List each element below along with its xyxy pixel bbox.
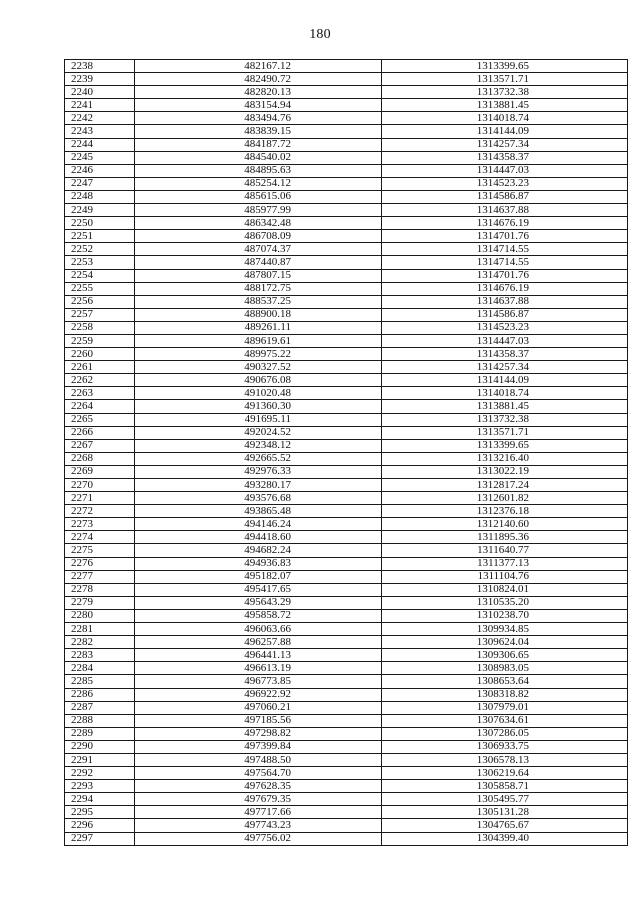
y-coordinate-cell: 1314714.55 [382, 243, 628, 256]
y-coordinate-cell: 1306578.13 [382, 753, 628, 766]
table-row [65, 348, 628, 361]
y-coordinate-cell: 1314586.87 [382, 308, 628, 321]
point-number-cell: 2262 [65, 374, 135, 387]
table-row [65, 753, 628, 766]
point-number-cell: 2284 [65, 662, 135, 675]
x-coordinate-cell: 487440.87 [135, 256, 382, 269]
point-number-cell: 2270 [65, 479, 135, 492]
point-number-cell: 2256 [65, 295, 135, 308]
table-row [65, 387, 628, 400]
y-coordinate-cell: 1312140.60 [382, 518, 628, 531]
x-coordinate-cell: 496613.19 [135, 662, 382, 675]
point-number-cell: 2265 [65, 413, 135, 426]
y-coordinate-cell: 1311640.77 [382, 544, 628, 557]
table-row [65, 426, 628, 439]
y-coordinate-cell: 1310535.20 [382, 596, 628, 609]
x-coordinate-cell: 482820.13 [135, 86, 382, 99]
y-coordinate-cell: 1304399.40 [382, 832, 628, 845]
point-number-cell: 2291 [65, 753, 135, 766]
x-coordinate-cell: 491360.30 [135, 400, 382, 413]
point-number-cell: 2293 [65, 780, 135, 793]
table-row [65, 400, 628, 413]
point-number-cell: 2294 [65, 793, 135, 806]
page-number: 180 [309, 27, 331, 42]
point-number-cell: 2266 [65, 426, 135, 439]
table-row [65, 701, 628, 714]
point-number-cell: 2241 [65, 99, 135, 112]
table-row [65, 819, 628, 832]
point-number-cell: 2276 [65, 557, 135, 570]
point-number-cell: 2283 [65, 649, 135, 662]
table-row [65, 295, 628, 308]
x-coordinate-cell: 494682.24 [135, 544, 382, 557]
table-row [65, 86, 628, 99]
x-coordinate-cell: 485977.99 [135, 204, 382, 217]
y-coordinate-cell: 1313571.71 [382, 73, 628, 86]
table-row [65, 793, 628, 806]
point-number-cell: 2249 [65, 204, 135, 217]
y-coordinate-cell: 1310238.70 [382, 609, 628, 622]
table-row [65, 452, 628, 465]
x-coordinate-cell: 495858.72 [135, 609, 382, 622]
table-row [65, 505, 628, 518]
point-number-cell: 2272 [65, 505, 135, 518]
table-row [65, 544, 628, 557]
x-coordinate-cell: 493576.68 [135, 492, 382, 505]
table-row [65, 413, 628, 426]
point-number-cell: 2282 [65, 636, 135, 649]
point-number-cell: 2263 [65, 387, 135, 400]
table-row [65, 596, 628, 609]
y-coordinate-cell: 1313216.40 [382, 452, 628, 465]
y-coordinate-cell: 1312817.24 [382, 479, 628, 492]
x-coordinate-cell: 482490.72 [135, 73, 382, 86]
table-row [65, 479, 628, 492]
point-number-cell: 2255 [65, 282, 135, 295]
table-row [65, 334, 628, 347]
y-coordinate-cell: 1314257.34 [382, 361, 628, 374]
point-number-cell: 2248 [65, 190, 135, 203]
x-coordinate-cell: 496257.88 [135, 636, 382, 649]
coordinates-table [64, 59, 628, 846]
table-row [65, 164, 628, 177]
point-number-cell: 2257 [65, 308, 135, 321]
table-row [65, 230, 628, 243]
point-number-cell: 2274 [65, 531, 135, 544]
point-number-cell: 2252 [65, 243, 135, 256]
x-coordinate-cell: 488172.75 [135, 282, 382, 295]
x-coordinate-cell: 497185.56 [135, 714, 382, 727]
point-number-cell: 2251 [65, 230, 135, 243]
y-coordinate-cell: 1305495.77 [382, 793, 628, 806]
point-number-cell: 2245 [65, 151, 135, 164]
table-row [65, 60, 628, 73]
x-coordinate-cell: 496063.66 [135, 623, 382, 636]
x-coordinate-cell: 483839.15 [135, 125, 382, 138]
point-number-cell: 2297 [65, 832, 135, 845]
table-row [65, 649, 628, 662]
table-row [65, 531, 628, 544]
y-coordinate-cell: 1313399.65 [382, 60, 628, 73]
table-row [65, 99, 628, 112]
x-coordinate-cell: 497743.23 [135, 819, 382, 832]
table-row [65, 557, 628, 570]
y-coordinate-cell: 1314714.55 [382, 256, 628, 269]
table-row [65, 662, 628, 675]
x-coordinate-cell: 492665.52 [135, 452, 382, 465]
x-coordinate-cell: 483494.76 [135, 112, 382, 125]
x-coordinate-cell: 488900.18 [135, 308, 382, 321]
table-row [65, 177, 628, 190]
y-coordinate-cell: 1314447.03 [382, 334, 628, 347]
y-coordinate-cell: 1313881.45 [382, 99, 628, 112]
point-number-cell: 2277 [65, 570, 135, 583]
table-row [65, 570, 628, 583]
table-row [65, 727, 628, 740]
y-coordinate-cell: 1307979.01 [382, 701, 628, 714]
point-number-cell: 2259 [65, 334, 135, 347]
point-number-cell: 2260 [65, 348, 135, 361]
y-coordinate-cell: 1313571.71 [382, 426, 628, 439]
point-number-cell: 2247 [65, 177, 135, 190]
x-coordinate-cell: 493280.17 [135, 479, 382, 492]
point-number-cell: 2258 [65, 321, 135, 334]
x-coordinate-cell: 487807.15 [135, 269, 382, 282]
table-row [65, 780, 628, 793]
y-coordinate-cell: 1305858.71 [382, 780, 628, 793]
x-coordinate-cell: 495182.07 [135, 570, 382, 583]
y-coordinate-cell: 1314018.74 [382, 387, 628, 400]
x-coordinate-cell: 493865.48 [135, 505, 382, 518]
y-coordinate-cell: 1314586.87 [382, 190, 628, 203]
point-number-cell: 2238 [65, 60, 135, 73]
table-row [65, 623, 628, 636]
point-number-cell: 2269 [65, 465, 135, 478]
x-coordinate-cell: 483154.94 [135, 99, 382, 112]
point-number-cell: 2254 [65, 269, 135, 282]
point-number-cell: 2287 [65, 701, 135, 714]
y-coordinate-cell: 1310824.01 [382, 583, 628, 596]
x-coordinate-cell: 497756.02 [135, 832, 382, 845]
y-coordinate-cell: 1311104.76 [382, 570, 628, 583]
table-row [65, 465, 628, 478]
table-row [65, 361, 628, 374]
x-coordinate-cell: 491020.48 [135, 387, 382, 400]
point-number-cell: 2250 [65, 217, 135, 230]
point-number-cell: 2281 [65, 623, 135, 636]
y-coordinate-cell: 1314358.37 [382, 348, 628, 361]
x-coordinate-cell: 497679.35 [135, 793, 382, 806]
table-row [65, 282, 628, 295]
y-coordinate-cell: 1313399.65 [382, 439, 628, 452]
point-number-cell: 2253 [65, 256, 135, 269]
x-coordinate-cell: 494418.60 [135, 531, 382, 544]
table-row [65, 374, 628, 387]
coordinates-table-body [65, 60, 628, 846]
x-coordinate-cell: 484187.72 [135, 138, 382, 151]
point-number-cell: 2286 [65, 688, 135, 701]
y-coordinate-cell: 1311377.13 [382, 557, 628, 570]
x-coordinate-cell: 495643.29 [135, 596, 382, 609]
x-coordinate-cell: 496773.85 [135, 675, 382, 688]
x-coordinate-cell: 496922.92 [135, 688, 382, 701]
x-coordinate-cell: 492348.12 [135, 439, 382, 452]
y-coordinate-cell: 1308983.05 [382, 662, 628, 675]
table-row [65, 767, 628, 780]
table-row [65, 609, 628, 622]
x-coordinate-cell: 489261.11 [135, 321, 382, 334]
x-coordinate-cell: 490327.52 [135, 361, 382, 374]
point-number-cell: 2295 [65, 806, 135, 819]
point-number-cell: 2278 [65, 583, 135, 596]
table-row [65, 243, 628, 256]
x-coordinate-cell: 489619.61 [135, 334, 382, 347]
y-coordinate-cell: 1314523.23 [382, 177, 628, 190]
point-number-cell: 2268 [65, 452, 135, 465]
y-coordinate-cell: 1309934.85 [382, 623, 628, 636]
y-coordinate-cell: 1314257.34 [382, 138, 628, 151]
y-coordinate-cell: 1314701.76 [382, 269, 628, 282]
y-coordinate-cell: 1311895.36 [382, 531, 628, 544]
y-coordinate-cell: 1314676.19 [382, 217, 628, 230]
x-coordinate-cell: 494146.24 [135, 518, 382, 531]
x-coordinate-cell: 495417.65 [135, 583, 382, 596]
x-coordinate-cell: 484895.63 [135, 164, 382, 177]
x-coordinate-cell: 494936.83 [135, 557, 382, 570]
table-row [65, 204, 628, 217]
point-number-cell: 2288 [65, 714, 135, 727]
y-coordinate-cell: 1314701.76 [382, 230, 628, 243]
y-coordinate-cell: 1305131.28 [382, 806, 628, 819]
table-row [65, 492, 628, 505]
point-number-cell: 2242 [65, 112, 135, 125]
y-coordinate-cell: 1313732.38 [382, 413, 628, 426]
table-row [65, 138, 628, 151]
y-coordinate-cell: 1306933.75 [382, 740, 628, 753]
table-row [65, 269, 628, 282]
x-coordinate-cell: 482167.12 [135, 60, 382, 73]
table-row [65, 714, 628, 727]
point-number-cell: 2296 [65, 819, 135, 832]
x-coordinate-cell: 485615.06 [135, 190, 382, 203]
x-coordinate-cell: 487074.37 [135, 243, 382, 256]
table-row [65, 73, 628, 86]
point-number-cell: 2273 [65, 518, 135, 531]
point-number-cell: 2292 [65, 767, 135, 780]
y-coordinate-cell: 1309624.04 [382, 636, 628, 649]
point-number-cell: 2271 [65, 492, 135, 505]
table-row [65, 806, 628, 819]
point-number-cell: 2267 [65, 439, 135, 452]
y-coordinate-cell: 1314144.09 [382, 125, 628, 138]
y-coordinate-cell: 1314144.09 [382, 374, 628, 387]
y-coordinate-cell: 1313881.45 [382, 400, 628, 413]
x-coordinate-cell: 491695.11 [135, 413, 382, 426]
point-number-cell: 2280 [65, 609, 135, 622]
table-row [65, 439, 628, 452]
y-coordinate-cell: 1314676.19 [382, 282, 628, 295]
table-row [65, 217, 628, 230]
x-coordinate-cell: 488537.25 [135, 295, 382, 308]
y-coordinate-cell: 1314447.03 [382, 164, 628, 177]
table-row [65, 112, 628, 125]
y-coordinate-cell: 1308318.82 [382, 688, 628, 701]
table-row [65, 308, 628, 321]
point-number-cell: 2244 [65, 138, 135, 151]
y-coordinate-cell: 1314018.74 [382, 112, 628, 125]
point-number-cell: 2285 [65, 675, 135, 688]
y-coordinate-cell: 1308653.64 [382, 675, 628, 688]
x-coordinate-cell: 497564.70 [135, 767, 382, 780]
x-coordinate-cell: 496441.13 [135, 649, 382, 662]
table-row [65, 321, 628, 334]
y-coordinate-cell: 1314637.88 [382, 295, 628, 308]
y-coordinate-cell: 1309306.65 [382, 649, 628, 662]
table-row [65, 256, 628, 269]
point-number-cell: 2279 [65, 596, 135, 609]
x-coordinate-cell: 485254.12 [135, 177, 382, 190]
y-coordinate-cell: 1312376.18 [382, 505, 628, 518]
table-row [65, 675, 628, 688]
table-row [65, 688, 628, 701]
table-row [65, 190, 628, 203]
x-coordinate-cell: 484540.02 [135, 151, 382, 164]
table-row [65, 518, 628, 531]
y-coordinate-cell: 1307634.61 [382, 714, 628, 727]
x-coordinate-cell: 497717.66 [135, 806, 382, 819]
table-row [65, 636, 628, 649]
y-coordinate-cell: 1304765.67 [382, 819, 628, 832]
point-number-cell: 2239 [65, 73, 135, 86]
table-row [65, 125, 628, 138]
x-coordinate-cell: 497060.21 [135, 701, 382, 714]
table-row [65, 151, 628, 164]
point-number-cell: 2290 [65, 740, 135, 753]
x-coordinate-cell: 497488.50 [135, 753, 382, 766]
table-row [65, 832, 628, 845]
x-coordinate-cell: 497399.84 [135, 740, 382, 753]
x-coordinate-cell: 497628.35 [135, 780, 382, 793]
y-coordinate-cell: 1313022.19 [382, 465, 628, 478]
x-coordinate-cell: 492024.52 [135, 426, 382, 439]
x-coordinate-cell: 486342.48 [135, 217, 382, 230]
point-number-cell: 2240 [65, 86, 135, 99]
y-coordinate-cell: 1306219.64 [382, 767, 628, 780]
point-number-cell: 2275 [65, 544, 135, 557]
x-coordinate-cell: 497298.82 [135, 727, 382, 740]
point-number-cell: 2243 [65, 125, 135, 138]
y-coordinate-cell: 1312601.82 [382, 492, 628, 505]
y-coordinate-cell: 1314637.88 [382, 204, 628, 217]
table-row [65, 740, 628, 753]
y-coordinate-cell: 1314523.23 [382, 321, 628, 334]
point-number-cell: 2289 [65, 727, 135, 740]
x-coordinate-cell: 490676.08 [135, 374, 382, 387]
point-number-cell: 2261 [65, 361, 135, 374]
point-number-cell: 2246 [65, 164, 135, 177]
x-coordinate-cell: 486708.09 [135, 230, 382, 243]
x-coordinate-cell: 492976.33 [135, 465, 382, 478]
y-coordinate-cell: 1313732.38 [382, 86, 628, 99]
x-coordinate-cell: 489975.22 [135, 348, 382, 361]
y-coordinate-cell: 1307286.05 [382, 727, 628, 740]
y-coordinate-cell: 1314358.37 [382, 151, 628, 164]
table-row [65, 583, 628, 596]
point-number-cell: 2264 [65, 400, 135, 413]
